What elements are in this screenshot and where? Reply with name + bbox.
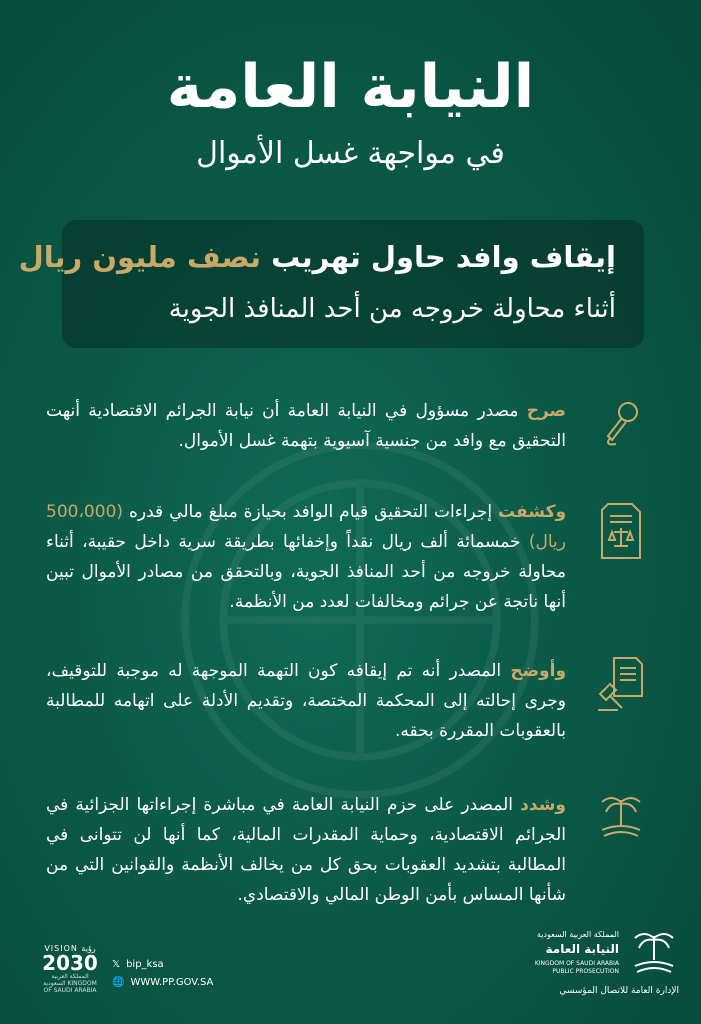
x-icon: 𝕏: [112, 959, 121, 970]
public-prosecution-logo: [499, 930, 679, 1000]
paragraph-4-text: المصدر على حزم النيابة العامة في مباشرة إجراءاتها الجزائية في الجرائم الاقتصادية، وحماية المقدرات المالية، كما أنها لن تتوانى في المطالبة بتشديد العقوبات بحق كل من يخالف الأنظمة والقوانين التي من شأنها المساس بأمن الوطن المالي والاقتصادي.: [46, 795, 566, 905]
paragraph-3-text: المصدر أنه تم إيقافه كون التهمة الموجهة له موجبة للتوقيف، وجرى إحالته إلى المحكمة المختصة، وتقديم الأدلة على اتهامه للمطالبة بالعقوبات المقررة بحقه.: [46, 661, 566, 741]
globe-icon: 🌐: [112, 977, 125, 988]
paragraph-1: [46, 396, 566, 456]
paragraph-2-text-before: إجراءات التحقيق قيام الوافد بحيازة مبلغ مالي قدره: [129, 502, 493, 522]
paragraph-2: [46, 497, 566, 617]
website-link[interactable]: WWW.PP.GOV.SA: [130, 977, 214, 988]
gavel-document-icon: [596, 656, 646, 712]
headline-main: إيقاف وافد حاول تهريب: [271, 240, 616, 274]
paragraph-1-lead: صرح: [526, 401, 566, 421]
paragraph-4-lead: وشدد: [520, 795, 566, 815]
paragraph-2-lead: وكشفت: [498, 502, 567, 522]
microphone-icon: [596, 398, 646, 448]
paragraph-2-text-after: خمسمائة ألف ريال نقداً وإخفائها بطريقة سرية داخل حقيبة، أثناء محاولة خروجه من أحد المنافذ الجوية، وبالتحقق من مصادر الأموال تبين أنها ناتجة عن جرائم ومخالفات لعدد من الأنظمة.: [46, 532, 566, 612]
org-kingdom-en: KINGDOM OF SAUDI ARABIA: [534, 960, 619, 967]
palm-swords-emblem-icon: [596, 792, 646, 840]
headline-line-2: أثناء محاولة خروجه من أحد المنافذ الجوية: [168, 294, 616, 324]
paragraph-1-text: مصدر مسؤول في النيابة العامة أن نيابة الجرائم الاقتصادية أنهت التحقيق مع وافد من جنسية آسيوية بتهمة غسل الأموال.: [46, 401, 566, 451]
vision-country: المملكة العربية السعودية KINGDOM OF SAUDI ARABIA: [43, 973, 97, 994]
vision-year: 2030: [42, 951, 98, 975]
org-kingdom-ar: المملكة العربية السعودية: [536, 930, 619, 939]
paragraph-2-amount: (500،000 ريال): [46, 502, 566, 552]
legal-document-icon: [596, 502, 646, 560]
saudi-emblem-icon: [629, 930, 679, 980]
headline-box: [18, 220, 644, 348]
page-subtitle: في مواجهة غسل الأموال: [196, 136, 505, 171]
headline-accent: نصف مليون ريال: [18, 240, 261, 274]
vision-2030-logo: [40, 944, 100, 994]
social-links: [112, 956, 213, 992]
org-department: الإدارة العامة للاتصال المؤسسي: [559, 986, 679, 996]
vision-label: VISION رؤية: [44, 944, 96, 953]
emblem-watermark: [170, 430, 550, 810]
paragraph-4: [46, 790, 566, 910]
social-handle[interactable]: bip_ksa: [126, 959, 164, 970]
paragraph-3-lead: وأوضح: [510, 661, 567, 681]
page-title: النيابة العامة: [166, 52, 535, 122]
org-name-en: PUBLIC PROSECUTION: [552, 968, 619, 975]
org-name-ar: النيابة العامة: [545, 942, 619, 956]
headline-line-1: [19, 240, 616, 274]
paragraph-3: [46, 656, 566, 746]
